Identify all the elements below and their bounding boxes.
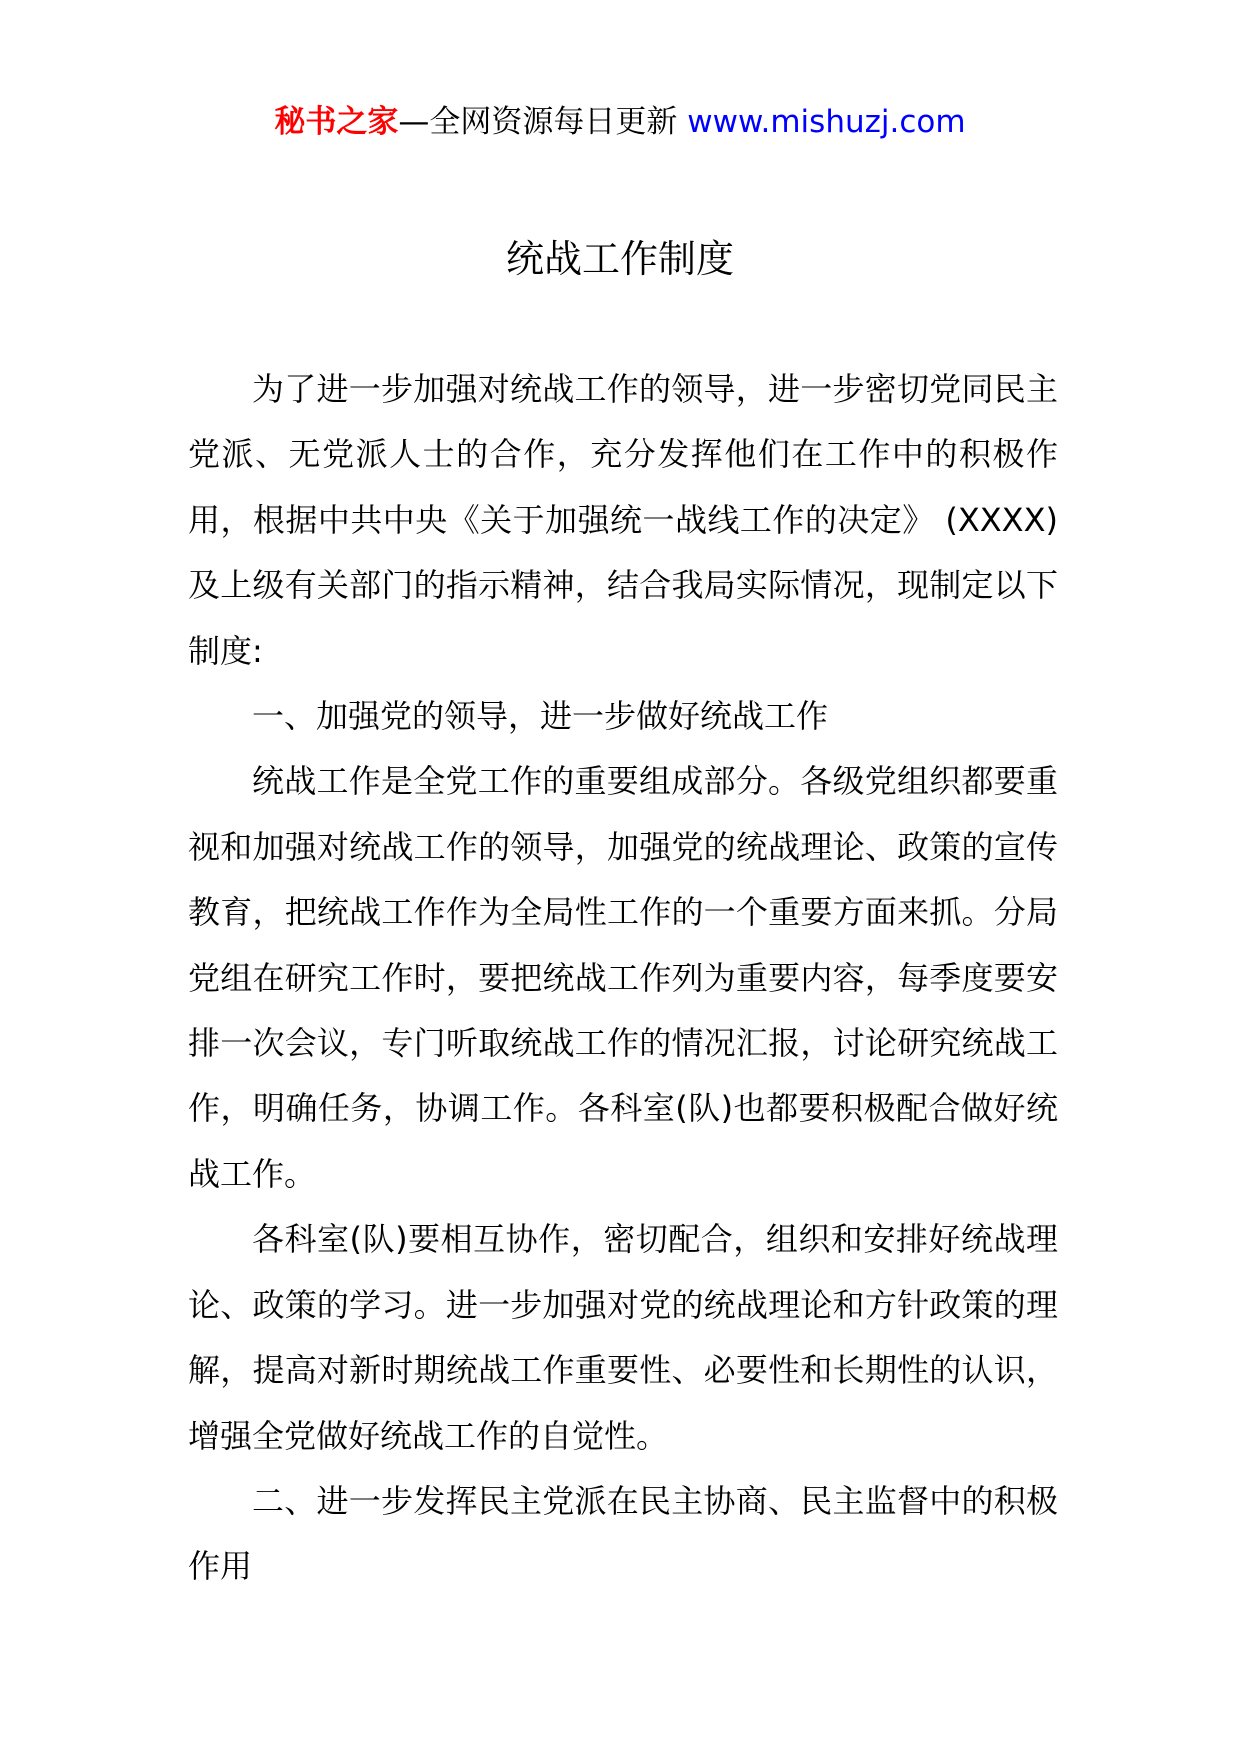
section-heading-1: 一、加强党的领导，进一步做好统战工作: [252, 697, 829, 736]
site-banner: [0, 100, 1240, 144]
section-heading-2: 二、进一步发挥民主党派在民主协商、民主监督中的积极作用: [188, 1481, 1058, 1586]
brand-name: 秘书之家: [274, 104, 399, 140]
banner-slogan: —全网资源每日更新: [398, 104, 688, 140]
body-paragraph: 各科室(队)要相互协作，密切配合，组织和安排好统战理论、政策的学习。进一步加强对党的统战理论和方针政策的理解，提高对新时期统战工作重要性、必要性和长期性的认识，增强全党做好统战工作的自觉性。: [188, 1220, 1058, 1455]
body-paragraph: 统战工作是全党工作的重要组成部分。各级党组织都要重视和加强对统战工作的领导，加强党的统战理论、政策的宣传教育，把统战工作作为全局性工作的一个重要方面来抓。分局党组在研究工作时，要把统战工作列为重要内容，每季度要安排一次会议，专门听取统战工作的情况汇报，讨论研究统战工作，明确任务，协调工作。各科室(队)也都要积极配合做好统战工作。: [188, 762, 1058, 1193]
site-url-link[interactable]: www.mishuzj.com: [687, 104, 966, 140]
document-title: 统战工作制度: [505, 237, 734, 281]
document-body: [188, 357, 1058, 1600]
intro-paragraph: 为了进一步加强对统战工作的领导，进一步密切党同民主党派、无党派人士的合作，充分发挥他们在工作中的积极作用，根据中共中央《关于加强统一战线工作的决定》 (XXXX)及上级有关部门的指示精神，结合我局实际情况，现制定以下制度:: [188, 370, 1058, 670]
